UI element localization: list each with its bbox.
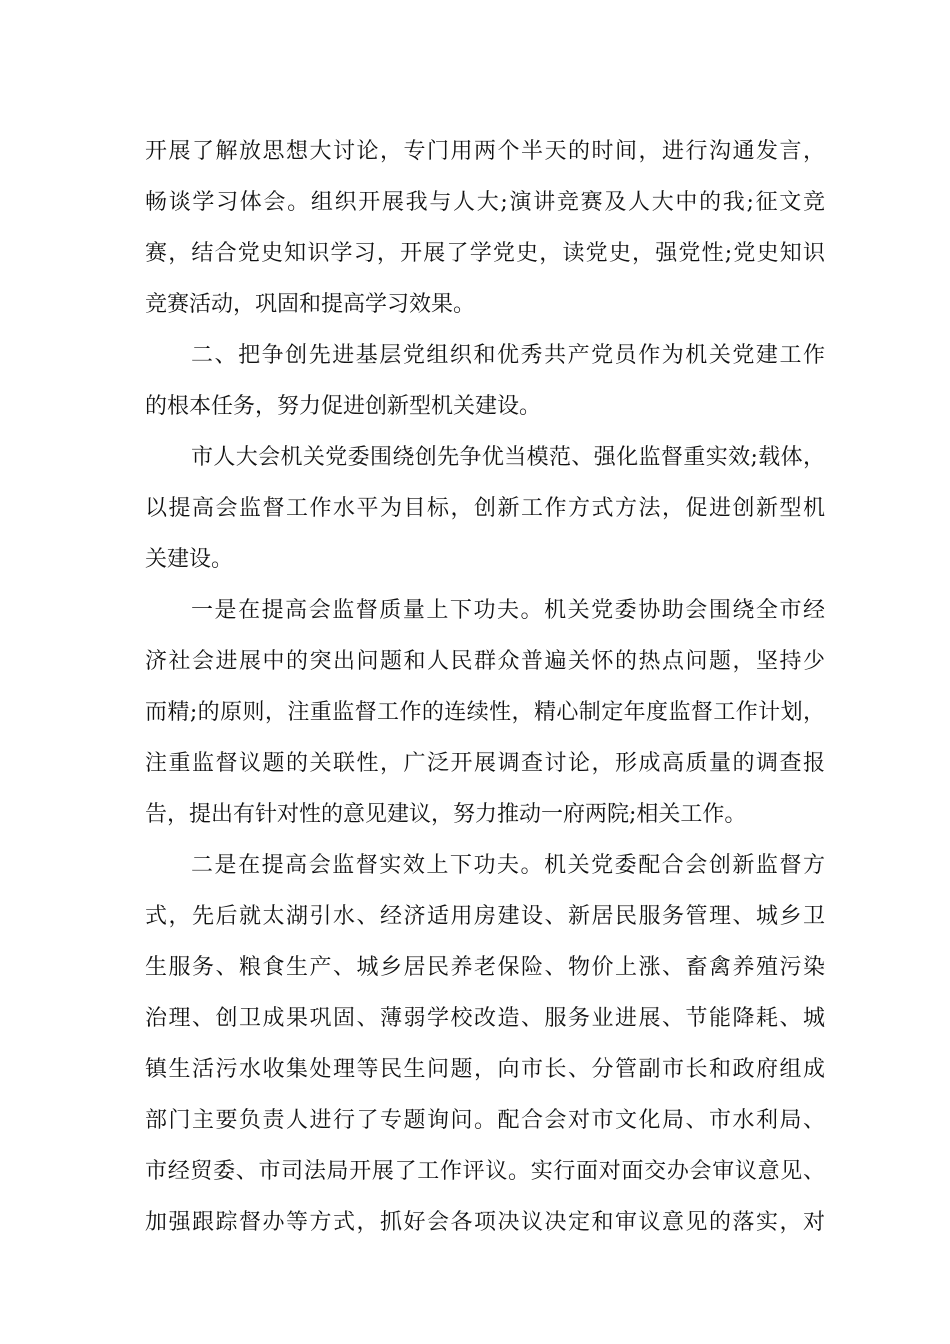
text-line: 注重监督议题的关联性，广泛开展调查讨论，形成高质量的调查报 (145, 751, 825, 776)
text-line: 告，提出有针对性的意见建议，努力推动一府两院;相关工作。 (145, 802, 747, 827)
text-line: 畅谈学习体会。组织开展我与人大;演讲竞赛及人大中的我;征文竞 (145, 190, 825, 215)
paragraph-1 (145, 126, 825, 330)
text-line: 市人大会机关党委围绕创先争优当模范、强化监督重实效;载体， (191, 445, 825, 470)
text-line: 关建设。 (145, 547, 234, 572)
paragraph-5 (145, 840, 825, 1248)
text-line: 一是在提高会监督质量上下功夫。机关党委协助会围绕全市经 (191, 598, 825, 623)
text-line: 二是在提高会监督实效上下功夫。机关党委配合会创新监督方 (191, 853, 825, 878)
text-line: 二、把争创先进基层党组织和优秀共产党员作为机关党建工作 (191, 343, 825, 368)
text-line: 式，先后就太湖引水、经济适用房建设、新居民服务管理、城乡卫 (145, 904, 825, 929)
text-line: 开展了解放思想大讨论，专门用两个半天的时间，进行沟通发言， (145, 139, 825, 164)
document-body (145, 126, 825, 1248)
text-line: 治理、创卫成果巩固、薄弱学校改造、服务业进展、节能降耗、城 (145, 1006, 825, 1031)
text-line: 赛，结合党史知识学习，开展了学党史，读党史，强党性;党史知识 (145, 241, 825, 266)
text-line: 济社会进展中的突出问题和人民群众普遍关怀的热点问题，坚持少 (145, 649, 825, 674)
text-line: 以提高会监督工作水平为目标，创新工作方式方法，促进创新型机 (145, 496, 825, 521)
text-line: 的根本任务，努力促进创新型机关建设。 (145, 394, 542, 419)
text-line: 生服务、粮食生产、城乡居民养老保险、物价上涨、畜禽养殖污染 (145, 955, 825, 980)
text-line: 加强跟踪督办等方式，抓好会各项决议决定和审议意见的落实，对 (145, 1210, 825, 1235)
text-line: 而精;的原则，注重监督工作的连续性，精心制定年度监督工作计划， (145, 700, 825, 725)
paragraph-4 (145, 585, 825, 840)
paragraph-2 (145, 330, 825, 432)
paragraph-3 (145, 432, 825, 585)
text-line: 市经贸委、市司法局开展了工作评议。实行面对面交办会审议意见、 (145, 1159, 825, 1184)
text-line: 部门主要负责人进行了专题询问。配合会对市文化局、市水利局、 (145, 1108, 825, 1133)
text-line: 竞赛活动，巩固和提高学习效果。 (145, 292, 476, 317)
text-line: 镇生活污水收集处理等民生问题，向市长、分管副市长和政府组成 (145, 1057, 825, 1082)
